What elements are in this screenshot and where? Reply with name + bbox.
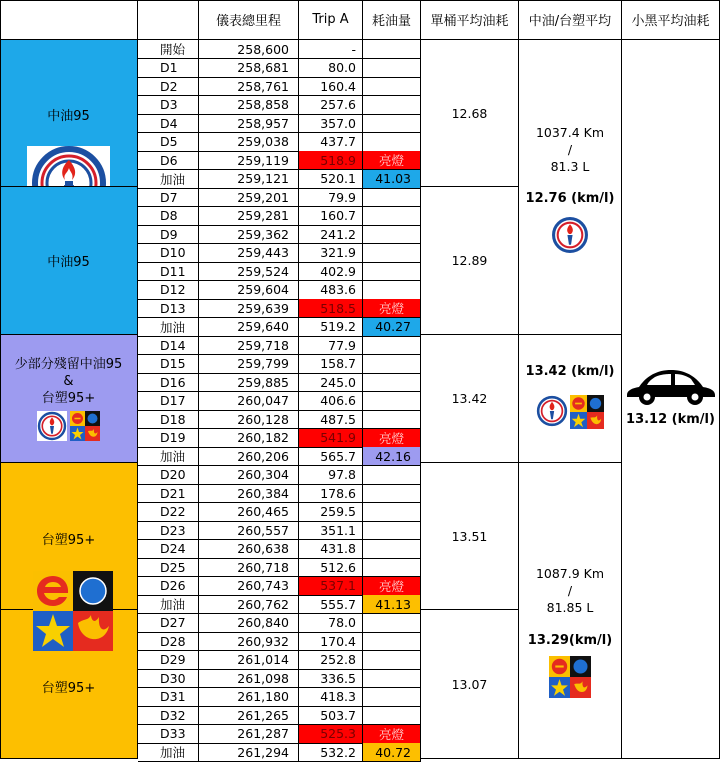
day-cell: D16 [138,373,199,392]
trip-cell: 418.3 [299,688,363,707]
trip-cell: 406.6 [299,392,363,411]
day-cell: D27 [138,614,199,633]
fuel-cell: 41.13 [363,595,421,614]
mixed-summary [519,335,622,463]
trip-cell: 78.0 [299,614,363,633]
odometer-cell: 260,047 [199,392,299,411]
day-cell: D1 [138,59,199,78]
trip-cell: 241.2 [299,225,363,244]
fuel-cell [363,540,421,559]
trip-cell: 160.7 [299,207,363,226]
odometer-cell: 260,762 [199,595,299,614]
odometer-cell: 260,384 [199,484,299,503]
day-cell: D33 [138,725,199,744]
trip-cell: 245.0 [299,373,363,392]
group-cpc95-first [0,40,138,187]
odometer-cell: 261,287 [199,725,299,744]
odometer-cell: 258,858 [199,96,299,115]
day-cell: 加油 [138,170,199,189]
trip-cell: 160.4 [299,77,363,96]
header-blank-2 [138,0,199,40]
header-car-average: 小黑平均油耗 [622,0,720,40]
odometer-cell: 260,718 [199,558,299,577]
trip-cell: 503.7 [299,706,363,725]
fuel-cell: 亮燈 [363,577,421,596]
fuel-cell [363,225,421,244]
day-cell: D19 [138,429,199,448]
header-odometer: 儀表總里程 [199,0,299,40]
fuel-cell: 42.16 [363,447,421,466]
odometer-cell: 261,014 [199,651,299,670]
trip-cell: 336.5 [299,669,363,688]
car-average: 13.12 (km/l) [626,411,715,427]
fuel-cell [363,614,421,633]
fpc-total-km: 1087.9 Km [535,566,605,581]
group-cpc95-first-label: 中油95 [47,109,90,124]
fuel-cell [363,355,421,374]
odometer-cell: 260,557 [199,521,299,540]
fpc-separator: / [567,583,573,598]
day-cell: D23 [138,521,199,540]
trip-cell: 178.6 [299,484,363,503]
header-tank-average: 單桶平均油耗 [421,0,519,40]
day-cell: 加油 [138,447,199,466]
header-cpc-fpc-average: 中油/台塑平均 [519,0,622,40]
day-cell: 加油 [138,743,199,762]
day-cell: D17 [138,392,199,411]
odometer-cell: 258,681 [199,59,299,78]
day-cell: D22 [138,503,199,522]
cpc-summary [519,40,622,335]
day-cell: D11 [138,262,199,281]
trip-cell: 541.9 [299,429,363,448]
cpc-average: 12.76 (km/l) [525,191,615,206]
cpc-separator: / [567,142,573,157]
trip-cell: - [299,40,363,59]
fuel-cell [363,651,421,670]
fpc-summary-icon [549,656,591,698]
odometer-cell: 261,180 [199,688,299,707]
fuel-cell [363,77,421,96]
fuel-cell: 40.72 [363,743,421,762]
odometer-cell: 259,443 [199,244,299,263]
fuel-cell [363,373,421,392]
fuel-cell [363,114,421,133]
header-trip: Trip A [299,0,363,40]
header-fuel: 耗油量 [363,0,421,40]
odometer-cell: 260,206 [199,447,299,466]
day-cell: D3 [138,96,199,115]
day-cell: 開始 [138,40,199,59]
odometer-cell: 259,639 [199,299,299,318]
day-cell: D15 [138,355,199,374]
fuel-cell [363,466,421,485]
odometer-cell: 260,465 [199,503,299,522]
odometer-cell: 260,182 [199,429,299,448]
fpc-logo-icon [33,571,113,651]
group-cpc95-second [0,187,138,335]
cpc-logo [27,146,110,187]
fuel-cell [363,484,421,503]
odometer-cell: 261,098 [199,669,299,688]
day-cell: D14 [138,336,199,355]
odometer-cell: 261,294 [199,743,299,762]
day-cell: D24 [138,540,199,559]
mixed-summary-logos [536,395,604,429]
odometer-cell: 259,362 [199,225,299,244]
day-cell: 加油 [138,595,199,614]
day-cell: D21 [138,484,199,503]
fuel-cell [363,40,421,59]
fuel-cell [363,336,421,355]
fuel-cell [363,632,421,651]
odometer-cell: 258,600 [199,40,299,59]
day-cell: D30 [138,669,199,688]
trip-cell: 257.6 [299,96,363,115]
day-cell: D12 [138,281,199,300]
fuel-cell: 41.03 [363,170,421,189]
cpc-total-liters: 81.3 L [550,159,590,174]
fuel-cell [363,410,421,429]
mixed-logos [37,411,100,441]
trip-cell: 252.8 [299,651,363,670]
car-summary [622,40,720,759]
trip-cell: 519.2 [299,318,363,337]
group-mixed-label-2: & [63,374,74,389]
odometer-cell: 261,265 [199,706,299,725]
trip-cell: 520.1 [299,170,363,189]
mixed-average: 13.42 (km/l) [525,364,615,379]
trip-cell: 565.7 [299,447,363,466]
tank-avg-3: 13.42 [421,335,519,463]
fuel-cell [363,706,421,725]
fuel-cell [363,688,421,707]
odometer-cell: 259,885 [199,373,299,392]
fpc-summary [519,463,622,759]
cpc-mixed-summary-icon [536,395,568,427]
odometer-cell: 259,281 [199,207,299,226]
day-cell: D8 [138,207,199,226]
trip-cell: 518.5 [299,299,363,318]
odometer-cell: 260,128 [199,410,299,429]
fuel-cell [363,244,421,263]
odometer-cell: 258,957 [199,114,299,133]
trip-cell: 158.7 [299,355,363,374]
day-cell: D5 [138,133,199,152]
trip-cell: 351.1 [299,521,363,540]
fuel-cell [363,59,421,78]
trip-cell: 77.9 [299,336,363,355]
trip-cell: 170.4 [299,632,363,651]
group-fpc95-first-label: 台塑95+ [41,533,96,548]
odometer-cell: 260,932 [199,632,299,651]
fuel-cell [363,96,421,115]
odometer-cell: 259,121 [199,170,299,189]
day-cell: D4 [138,114,199,133]
odometer-cell: 259,201 [199,188,299,207]
day-cell: 加油 [138,318,199,337]
day-cell: D7 [138,188,199,207]
fuel-cell [363,669,421,688]
odometer-cell: 260,840 [199,614,299,633]
day-cell: D10 [138,244,199,263]
tank-avg-1: 12.68 [421,40,519,187]
odometer-cell: 259,038 [199,133,299,152]
group-mixed-label-1: 少部分殘留中油95 [14,357,123,372]
fuel-cell [363,262,421,281]
odometer-cell: 259,640 [199,318,299,337]
fuel-cell [363,281,421,300]
day-cell: D2 [138,77,199,96]
day-cell: D28 [138,632,199,651]
fuel-cell: 亮燈 [363,429,421,448]
trip-cell: 525.3 [299,725,363,744]
day-cell: D18 [138,410,199,429]
odometer-cell: 259,524 [199,262,299,281]
fuel-cell [363,133,421,152]
odometer-cell: 260,743 [199,577,299,596]
fuel-cell: 亮燈 [363,151,421,170]
trip-cell: 537.1 [299,577,363,596]
cpc-total-km: 1037.4 Km [535,125,605,140]
trip-cell: 483.6 [299,281,363,300]
cpc-logo-icon [32,146,106,187]
trip-cell: 437.7 [299,133,363,152]
trip-cell: 80.0 [299,59,363,78]
trip-cell: 555.7 [299,595,363,614]
trip-cell: 259.5 [299,503,363,522]
group-mixed-label-3: 台塑95+ [41,391,96,406]
day-cell: D26 [138,577,199,596]
group-cpc95-second-label: 中油95 [47,255,90,270]
odometer-cell: 259,119 [199,151,299,170]
fuel-cell [363,207,421,226]
trip-cell: 512.6 [299,558,363,577]
fpc-average: 13.29(km/l) [527,633,613,648]
odometer-cell: 260,304 [199,466,299,485]
header-blank-1 [0,0,138,40]
day-cell: D9 [138,225,199,244]
day-cell: D25 [138,558,199,577]
trip-cell: 487.5 [299,410,363,429]
tank-avg-2: 12.89 [421,187,519,335]
trip-cell: 518.9 [299,151,363,170]
fuel-cell: 40.27 [363,318,421,337]
trip-cell: 321.9 [299,244,363,263]
odometer-cell: 258,761 [199,77,299,96]
car-icon [625,366,717,406]
group-fpc95-second-label: 台塑95+ [41,681,96,696]
fpc-total-liters: 81.85 L [546,600,594,615]
day-cell: D13 [138,299,199,318]
fpc-small-icon [70,411,100,441]
trip-cell: 97.8 [299,466,363,485]
tank-avg-5: 13.07 [421,610,519,759]
day-cell: D31 [138,688,199,707]
cpc-small-icon [37,411,67,441]
day-cell: D29 [138,651,199,670]
fuel-cell: 亮燈 [363,299,421,318]
day-cell: D20 [138,466,199,485]
cpc-summary-icon [551,216,589,254]
odometer-cell: 259,799 [199,355,299,374]
day-cell: D32 [138,706,199,725]
tank-avg-4: 13.51 [421,463,519,610]
odometer-cell: 259,718 [199,336,299,355]
day-cell: D6 [138,151,199,170]
odometer-cell: 259,604 [199,281,299,300]
fpc-mixed-summary-icon [570,395,604,429]
trip-cell: 532.2 [299,743,363,762]
group-mixed-fuel [0,335,138,463]
fuel-cell [363,521,421,540]
trip-cell: 402.9 [299,262,363,281]
trip-cell: 357.0 [299,114,363,133]
fuel-cell [363,392,421,411]
trip-cell: 431.8 [299,540,363,559]
fuel-cell [363,503,421,522]
fuel-cell: 亮燈 [363,725,421,744]
odometer-cell: 260,638 [199,540,299,559]
fuel-cell [363,188,421,207]
trip-cell: 79.9 [299,188,363,207]
fuel-cell [363,558,421,577]
